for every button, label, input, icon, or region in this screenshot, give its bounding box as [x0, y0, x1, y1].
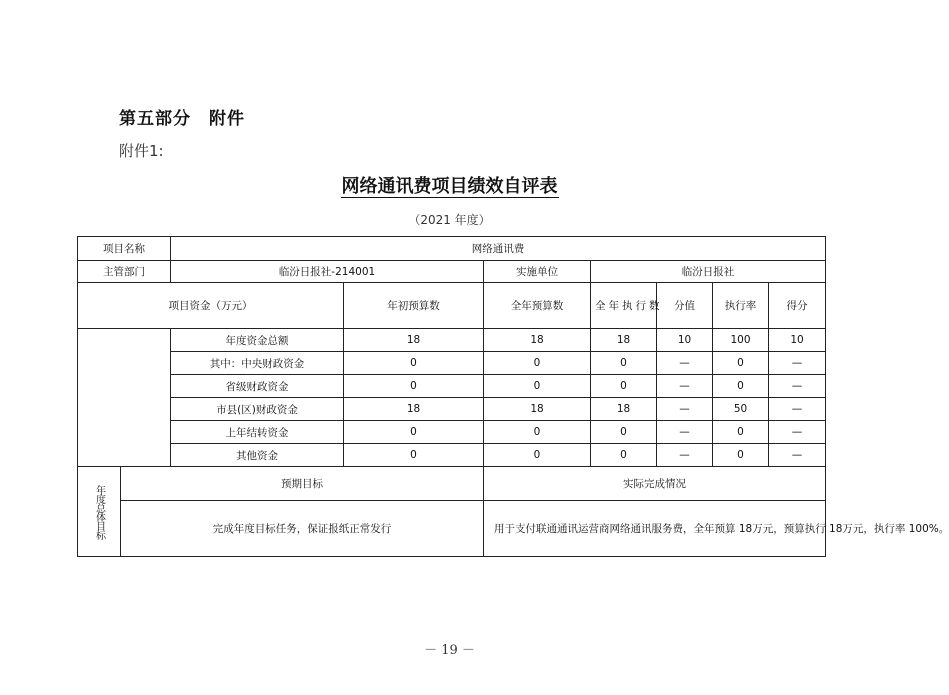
col-initial-header: 年初预算数 [344, 283, 484, 329]
section-title: 第五部分 附件 [119, 109, 245, 129]
fund-exec: 18 [591, 398, 657, 421]
fund-rate: 50 [713, 398, 769, 421]
actual-value: 用于支付联通通讯运营商网络通讯服务费，全年预算 18万元，预算执行 18万元，执行率 100%。 [484, 501, 826, 557]
col-exec-header: 全年执行数 [591, 283, 657, 329]
performance-table [77, 236, 949, 557]
fund-score-value: — [657, 352, 713, 375]
unit-value: 临汾日报社 [591, 261, 826, 283]
fund-exec: 18 [591, 329, 657, 352]
fund-blank-cell [78, 329, 171, 467]
col-score-value-header: 分值 [657, 283, 713, 329]
fund-score: — [769, 375, 826, 398]
fund-exec: 0 [591, 444, 657, 467]
goal-section-label: 年度总体目标 [78, 467, 121, 557]
unit-label: 实施单位 [484, 261, 591, 283]
year-label: （2021 年度） [408, 213, 491, 227]
expected-goal-header: 预期目标 [121, 467, 484, 501]
fund-rate: 0 [713, 375, 769, 398]
page-number: － 19 － [424, 643, 475, 658]
fund-annual: 0 [484, 375, 591, 398]
fund-score: — [769, 398, 826, 421]
fund-annual: 18 [484, 329, 591, 352]
project-name-label: 项目名称 [78, 237, 171, 261]
fund-initial: 18 [344, 329, 484, 352]
dept-value: 临汾日报社-214001 [171, 261, 484, 283]
fund-score: — [769, 421, 826, 444]
fund-annual: 18 [484, 398, 591, 421]
fund-score-value: 10 [657, 329, 713, 352]
attachment-label: 附件1: [119, 142, 164, 160]
fund-initial: 18 [344, 398, 484, 421]
actual-header: 实际完成情况 [484, 467, 826, 501]
fund-initial: 0 [344, 352, 484, 375]
fund-rate: 0 [713, 352, 769, 375]
fund-score-value: — [657, 444, 713, 467]
fund-score: — [769, 444, 826, 467]
fund-row-label: 年度资金总额 [171, 329, 344, 352]
expected-goal-value: 完成年度目标任务，保证报纸正常发行 [121, 501, 484, 557]
fund-row-label: 省级财政资金 [171, 375, 344, 398]
fund-rate: 0 [713, 421, 769, 444]
fund-score-value: — [657, 375, 713, 398]
fund-initial: 0 [344, 421, 484, 444]
fund-rate: 0 [713, 444, 769, 467]
fund-annual: 0 [484, 352, 591, 375]
fund-initial: 0 [344, 375, 484, 398]
fund-row-label: 市县(区)财政资金 [171, 398, 344, 421]
fund-row-label: 上年结转资金 [171, 421, 344, 444]
fund-initial: 0 [344, 444, 484, 467]
col-rate-header: 执行率 [713, 283, 769, 329]
fund-exec: 0 [591, 421, 657, 444]
fund-label: 项目资金（万元） [78, 283, 344, 329]
fund-rate: 100 [713, 329, 769, 352]
fund-annual: 0 [484, 421, 591, 444]
fund-exec: 0 [591, 375, 657, 398]
fund-row-label: 其中：中央财政资金 [171, 352, 344, 375]
fund-score-value: — [657, 421, 713, 444]
fund-row-label: 其他资金 [171, 444, 344, 467]
col-score-header: 得分 [769, 283, 826, 329]
fund-score-value: — [657, 398, 713, 421]
project-name-value: 网络通讯费 [171, 237, 826, 261]
table-title-text: 网络通讯费项目绩效自评表 [341, 176, 558, 197]
fund-annual: 0 [484, 444, 591, 467]
col-annual-header: 全年预算数 [484, 283, 591, 329]
table-title [0, 172, 899, 198]
fund-score: — [769, 352, 826, 375]
fund-exec: 0 [591, 352, 657, 375]
fund-score: 10 [769, 329, 826, 352]
dept-label: 主管部门 [78, 261, 171, 283]
